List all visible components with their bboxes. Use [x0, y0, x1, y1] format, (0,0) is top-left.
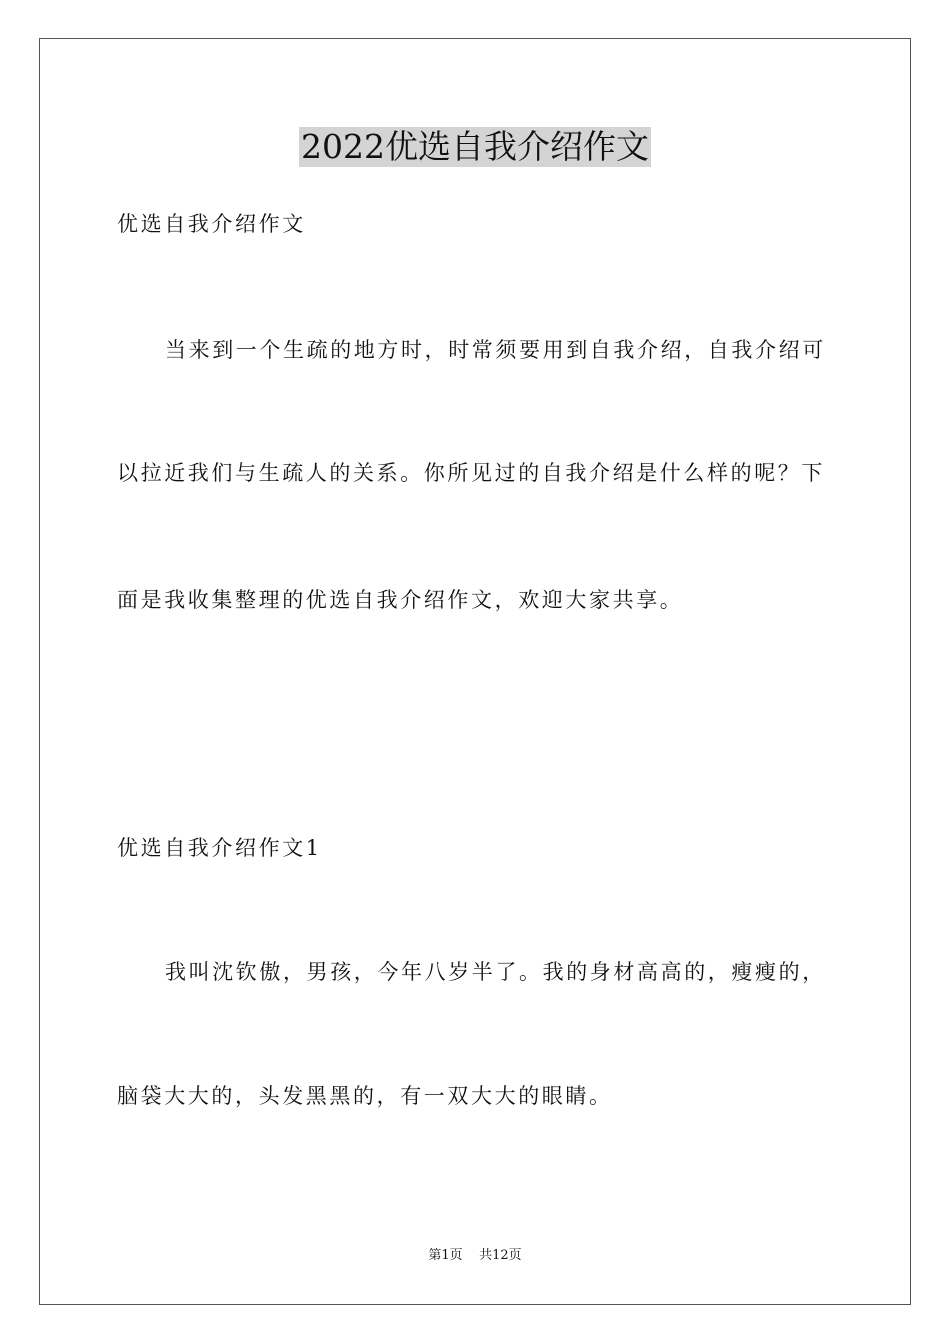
- section-heading: 优选自我介绍作文1: [117, 836, 322, 860]
- section-line-2: 脑袋大大的，头发黑黑的，有一双大大的眼睛。: [117, 1084, 613, 1108]
- section-line-1: 我叫沈钦傲，男孩，今年八岁半了。我的身材高高的，瘦瘦的，: [165, 960, 826, 984]
- document-title: 2022优选自我介绍作文: [301, 127, 649, 166]
- page-footer: 第1页 共12页: [428, 1248, 522, 1263]
- document-subtitle: 优选自我介绍作文: [117, 212, 306, 236]
- intro-line-3: 面是我收集整理的优选自我介绍作文，欢迎大家共享。: [117, 588, 684, 612]
- intro-line-2: 以拉近我们与生疏人的关系。你所见过的自我介绍是什么样的呢？下: [117, 461, 825, 485]
- title-wrap: [0, 127, 950, 167]
- intro-line-1: 当来到一个生疏的地方时，时常须要用到自我介绍，自我介绍可: [165, 338, 826, 362]
